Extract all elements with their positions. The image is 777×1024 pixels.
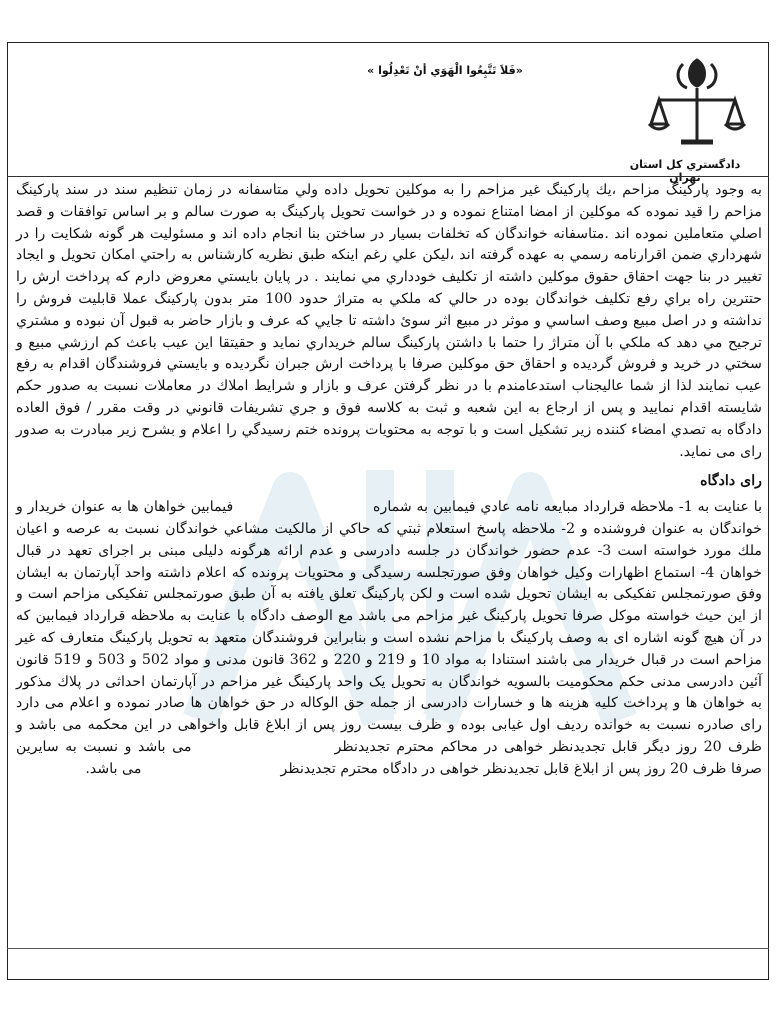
header-divider bbox=[7, 176, 769, 177]
ruling-part-1: با عنايت به 1- ملاحظه قرارداد مبايعه نامه عادي فيمابين به شماره bbox=[373, 499, 763, 516]
footer-divider bbox=[7, 948, 769, 949]
ruling-part-3: به عنوان خريدار و خواندگان به عنوان فروشنده و 2- ملاحظه پاسخ استعلام ثبتي كه حاكي از مالكيت مشاعي خواندگان نسبت به عرصه و اعيان ملك مورد خواسته است 3- عدم حضور خواندگان در جلسه دادرسى و عدم ارائه هرگونه دليلى مبنى بر اجراى تعهد در قبال خواهان 4- استماع اظهارات وكيل خواهان وفق صورتجلسه رسيدگى و محتويات پرونده كه اعلام داشته واحد آپارتمان به ايشان وفق صورتمجلس تفكيكى به ايشان تحويل شده است و لكن پاركينگ تعلق يافته به آن طبق صورتمجلس تفكيكى مزاحم است و از اين حيث خواسته موكل صرفا تحويل پاركينگ غير مزاحم مى باشد مع الوصف دادگاه با عنايت به ملاحظه قرارداد فيمابين كه در آن هيچ گونه اشاره اى به وصف پاركينگ با مزاحم نشده است و بنابراين فروشندگان متعهد به تحويل پاركينگ متعارف كه غير مزاحم است در قبال خريدار مى باشند استنادا به مواد 10 و 219 و 220 و 362 قانون مدنى و مواد 502 و 503 و 519 قانون آئين دادرسى مدنى حكم محكوميت بالسويه خواندگان به تحويل يک واحد پاركينگ غير مزاحم در آپارتمان احداثى در پلاك مذكور به خواهان ها و پرداخت كليه هزينه ها و خسارات دادرسى از جمله حق الوكاله در حق خواهان ها صادر نموده و اعلام مى دارد راى صادره نسبت به خوانده رديف اول غيابى بوده و ظرف بيست روز پس از ابلاغ قابل واخواهى در اين محكمه مى باشد و ظرف 20 روز ديگر قابل تجديدنظر خواهى در محاكم محترم تجديدنظر bbox=[16, 499, 763, 755]
ruling-heading: راى دادگاه bbox=[700, 473, 762, 490]
paragraph-ruling bbox=[16, 497, 762, 780]
court-name: دادگستري كل استان تهران bbox=[629, 158, 741, 184]
ruling-part-4: مى باشد و نسبت به سايرين صرفا ظرف 20 روز پس از ابلاغ قابل تجديدنظر خواهى در دادگاه محترم تجديدنظر bbox=[16, 738, 762, 777]
paragraph-petition: به وجود پاركينگ مزاحم ،يك پاركينگ غير مزاحم را به موكلين تحويل داده ولي متاسفانه در زمان تنظيم سند در سند پاركينگ مزاحم را قيد نموده كه موكلين از امضا امتناع نموده و در خواست تحويل پاركينگ به صورت سالم و بر اساس توافقات و قصد اصلي متعاملين نموده اند .متاسفانه خواندگان كه تخلفات بسيار در ساختن بنا انجام داده اند و مسئوليت هر گونه شكايت را در شهرداري ضمن اقرارنامه رسمي به عهده گرفته اند ،ليكن علي رغم اينكه طبق نظريه كارشناس به راحتي امكان تحويل و ايجاد تغيير در بنا جهت احقاق حقوق موكلين داشته از تكليف خودداري مي نمايند . در پايان بايستي معروض دارم كه پرداخت ارش را حتترين راه براي رفع تكليف خواندگان بوده در حالي كه ملكي به متراژ حدود 100 متر بدون پاركينگ عملا قابليت فروش را نداشته و در اصل مبيع وصف اساسي و موثر در مبيع اثر سوئ داشته تا جايي كه عرف و بازار حاضر به قبول آن نبوده و مشتري ترجيح مي دهد كه ملكي با آن متراژ را حتما با داشتن پاركينگ سالم خريداري نمايد و حقيتقا اين عيب باعث كم ارزشي مبيع و سختي در خريد و فروش گرديده و احقاق حق موكلين صرفا با پرداخت ارش جبران نگرديده و بايستي فروشندگان اقدام به رفع عيب نمايند لذا از شما عاليجناب استدعامندم با در نظر گرفتن عرف و بازار و شرايط املاك در معاملات نسبت به صدور حكم شايسته اقدام نماييد و پس از ارجاع به اين شعبه و ثبت به كلاسه فوق و جري تشريفات قانوني در وقت مقرر / فوق العاده دادگاه به تصدي امضاء كننده زير تشكيل است و با توجه به محتويات پرونده ختم رسيدگي را اعلام و بشرح زير مبادرت به صدور راى مى نمايد. bbox=[16, 182, 762, 460]
ruling-end: مى باشد. bbox=[85, 760, 142, 777]
document-body bbox=[16, 180, 762, 781]
judiciary-emblem-icon bbox=[647, 52, 757, 152]
header-verse: «فَلاَ تَتَّبِعُوا الْهَوَي أنْ تَعْدِلُوا » bbox=[367, 64, 523, 77]
ruling-part-2: فيمابين خواهان ها bbox=[126, 499, 234, 516]
